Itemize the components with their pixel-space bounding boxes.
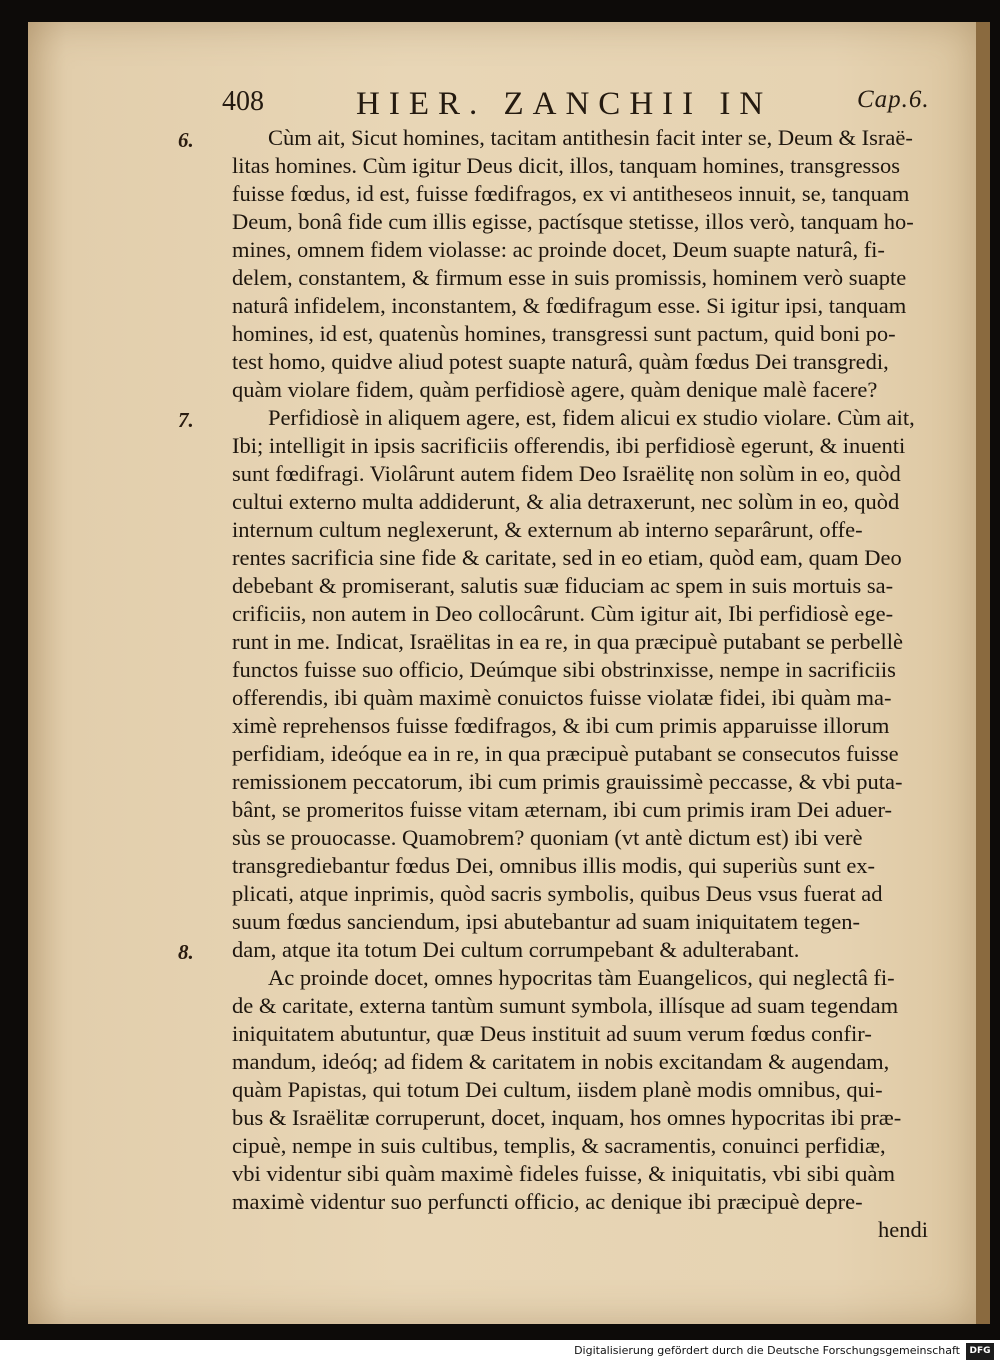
text-line: transgrediebantur fœdus Dei, omnibus illis modis, qui superiùs sunt ex-	[232, 853, 876, 878]
text-line: homines, id est, quatenùs homines, transgressi sunt pactum, quid boni po-	[232, 321, 896, 346]
text-line: quàm violare fidem, quàm perfidiosè agere, quàm denique malè facere?	[232, 377, 878, 402]
text-line: remissionem peccatorum, ibi cum primis grauissimè peccasse, & vbi puta-	[232, 769, 903, 794]
text-line: sùs se prouocasse. Quamobrem? quoniam (vt antè dictum est) ibi verè	[232, 825, 863, 850]
running-title: HIER. ZANCHII IN	[356, 86, 773, 122]
text-line: iniquitatem abutuntur, quæ Deus instituit ad suum verum fœdus confir-	[232, 1021, 872, 1046]
text-line: mines, omnem fidem violasse: ac proinde docet, Deum suapte naturâ, fi-	[232, 237, 885, 262]
text-line: cultui externo multa addiderunt, & alia detraxerunt, nec solùm in eo, quòd	[232, 489, 900, 514]
page-header	[0, 86, 1000, 126]
text-line: ximè reprehensos fuisse fœdifragos, & ibi cum primis apparuisse illorum	[232, 713, 890, 738]
verse-marker: 8.	[178, 940, 194, 964]
text-line: Cùm ait, Sicut homines, tacitam antithesin facit inter se, Deum & Israë-	[268, 125, 913, 150]
text-line: internum cultum neglexerunt, & externum ab interno separârunt, offe-	[232, 517, 863, 542]
text-line: quàm Papistas, qui totum Dei cultum, iisdem planè modis omnibus, qui-	[232, 1077, 883, 1102]
text-line: Deum, bonâ fide cum illis egisse, pactísque stetisse, illos verò, tanquam ho-	[232, 209, 914, 234]
text-line: vbi videntur sibi quàm maximè fideles fuisse, & iniquitatis, vbi sibi quàm	[232, 1161, 896, 1186]
text-line: bânt, se promeritos fuisse vitam æternam, ibi cum primis iram Dei aduer-	[232, 797, 893, 822]
text-line: sunt fœdifragi. Violârunt autem fidem Deo Israëlitę non solùm in eo, quòd	[232, 461, 901, 486]
text-line: debebant & promiserant, salutis suæ fiduciam ac spem in suis mortuis sa-	[232, 573, 894, 598]
text-line: functos fuisse suo officio, Deúmque sibi obstrinxisse, nempe in sacrificiis	[232, 657, 896, 682]
text-line: suum fœdus sanciendum, ipsi abutebantur ad suam iniquitatem tegen-	[232, 909, 860, 934]
text-line: naturâ infidelem, inconstantem, & fœdifragum esse. Si igitur ipsi, tanquam	[232, 293, 907, 318]
text-line: Perfidiosè in aliquem agere, est, fidem alicui ex studio violare. Cùm ait,	[268, 405, 915, 430]
text-line: fuisse fœdus, id est, fuisse fœdifragos, ex vi antitheseos innuit, se, tanquam	[232, 181, 910, 206]
footer-credit: Digitalisierung gefördert durch die Deutsche Forschungsgemeinschaft	[574, 1344, 960, 1357]
chapter-label: Cap.6.	[857, 86, 930, 113]
text-line: Ac proinde docet, omnes hypocritas tàm Euangelicos, qui neglectâ fi-	[268, 965, 895, 990]
text-line: rentes sacrificia sine fide & caritate, sed in eo etiam, quòd eam, quam Deo	[232, 545, 902, 570]
text-line: bus & Israëlitæ corruperunt, docet, inquam, hos omnes hypocritas ibi præ-	[232, 1105, 902, 1130]
text-line: litas homines. Cùm igitur Deus dicit, illos, tanquam homines, transgressos	[232, 153, 901, 178]
text-line: de & caritate, externa tantùm sumunt symbola, illísque ad suam tegendam	[232, 993, 899, 1018]
text-line: cipuè, nempe in suis cultibus, templis, & sacramentis, conuinci perfidiæ,	[232, 1133, 886, 1158]
text-line: mandum, ideóq; ad fidem & caritatem in nobis excitandam & augendam,	[232, 1049, 890, 1074]
text-line: test homo, quidve aliud potest suapte naturâ, quàm fœdus Dei transgredi,	[232, 349, 889, 374]
text-line: crificiis, non autem in Deo collocârunt. Cùm igitur ait, Ibi perfidiosè ege-	[232, 601, 894, 626]
dfg-logo: DFG	[966, 1343, 994, 1360]
text-line: dam, atque ita totum Dei cultum corrumpebant & adulterabant.	[232, 937, 800, 962]
text-line: plicati, atque inprimis, quòd sacris symbolis, quibus Deus vsus fuerat ad	[232, 881, 883, 906]
text-line: offerendis, ibi quàm maximè conuictos fuisse violatæ fidei, ibi quàm ma-	[232, 685, 892, 710]
digitization-footer	[0, 1340, 1000, 1364]
catchword: hendi	[878, 1217, 928, 1242]
text-line: perfidiam, ideóque ea in re, in qua præcipuè putabant se consecutos fuisse	[232, 741, 899, 766]
text-line: Ibi; intelligit in ipsis sacrificiis offerendis, ibi perfidiosè egerunt, & inuenti	[232, 433, 906, 458]
text-line: delem, constantem, & firmum esse in suis promissis, hominem verò suapte	[232, 265, 907, 290]
page-number: 408	[222, 86, 264, 117]
verse-marker: 6.	[178, 128, 194, 152]
text-line: maximè videntur suo perfuncti officio, ac denique ibi præcipuè depre-	[232, 1189, 863, 1214]
text-line: runt in me. Indicat, Israëlitas in ea re, in qua præcipuè putabant se perbellè	[232, 629, 904, 654]
verse-marker: 7.	[178, 408, 194, 432]
